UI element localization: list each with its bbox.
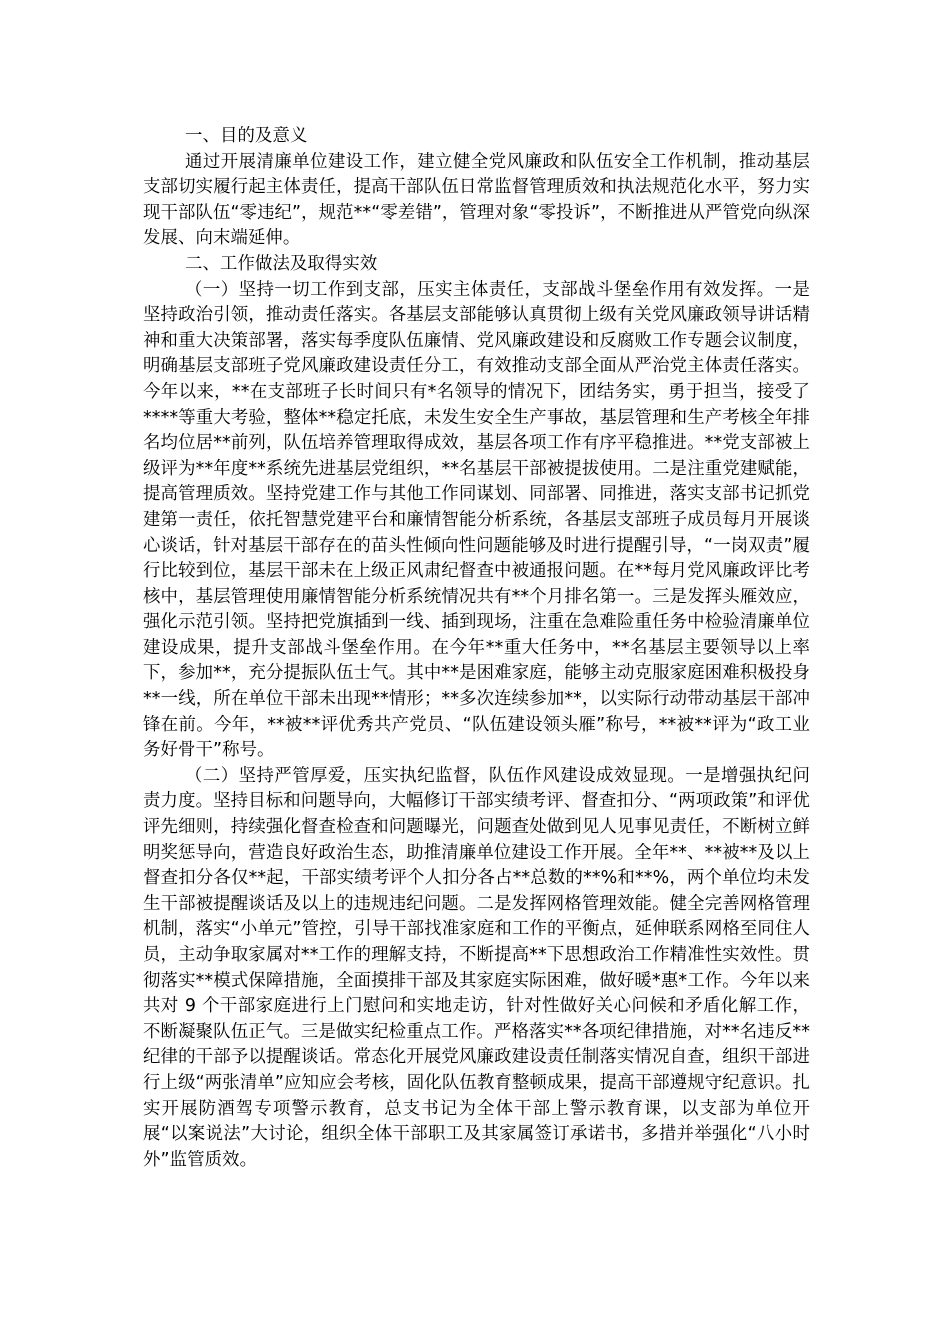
section-2-heading: 二、工作做法及取得实效 xyxy=(185,253,378,274)
section-1-heading: 一、目的及意义 xyxy=(185,126,308,146)
section-2-paragraph-2: （二）坚持严管厚爱，压实执纪监督，队伍作风建设成效显现。一是增强执纪问责力度。坚持目标和问题导向，大幅修订干部实绩考评、督查扣分、“两项政策”和评优评先细则，持续强化督查检查和问题曝光，问题查处做到见人见事见责任，不断树立鲜明奖惩导向，营造良好政治生态，助推清廉单位建设工作开展。全年**、**被**及以上督查扣分各仅**起，干部实绩考评个人扣分各占**总数的**%和**%，两个单位均未发生干部被提醒谈话及以上的违规违纪问题。二是发挥网格管理效能。健全完善网格管理机制，落实“小单元”管控，引导干部找准家庭和工作的平衡点，延伸联系网格至同住人员，主动争取家属对**工作的理解支持，不断提高**下思想政治工作精准性实效性。贯彻落实**模式保障措施，全面摸排干部及其家庭实际困难，做好暖*惠*工作。今年以来共对 9 个干部家庭进行上门慰问和实地走访，针对性做好关心问候和矛盾化解工作，不断凝聚队伍正气。三是做实纪检重点工作。严格落实**各项纪律措施，对**名违反**纪律的干部予以提醒谈话。常态化开展党风廉政建设责任制落实情况自查，组织干部进行上级“两张清单”应知应会考核，固化队伍教育整顿成果，提高干部遵规守纪意识。扎实开展防酒驾专项警示教育，总支书记为全体干部上警示教育课，以支部为单位开展“以案说法”大讨论，组织全体干部职工及其家属签订承诺书，多措并举强化“八小时外”监管质效。 xyxy=(143,765,810,1170)
document-page xyxy=(143,124,810,1173)
section-2-paragraph-1: （一）坚持一切工作到支部，压实主体责任，支部战斗堡垒作用有效发挥。一是坚持政治引领，推动责任落实。各基层支部能够认真贯彻上级有关党风廉政领导讲话精神和重大决策部署，落实每季度队伍廉情、党风廉政建设和反腐败工作专题会议制度，明确基层支部班子党风廉政建设责任分工，有效推动支部全面从严治党主体责任落实。今年以来，**在支部班子长时间只有*名领导的情况下，团结务实，勇于担当，接受了****等重大考验，整体**稳定托底，未发生安全生产事故，基层管理和生产考核全年排名均位居**前列，队伍培养管理取得成效，基层各项工作有序平稳推进。**党支部被上级评为**年度**系统先进基层党组织，**名基层干部被提拔使用。二是注重党建赋能，提高管理质效。坚持党建工作与其他工作同谋划、同部署、同推进，落实支部书记抓党建第一责任，依托智慧党建平台和廉情智能分析系统，各基层支部班子成员每月开展谈心谈话，针对基层干部存在的苗头性倾向性问题能够及时进行提醒引导，“一岗双责”履行比较到位，基层干部未在上级正风肃纪督查中被通报问题。在**每月党风廉政评比考核中，基层管理使用廉情智能分析系统情况共有**个月排名第一。三是发挥头雁效应，强化示范引领。坚持把党旗插到一线、插到现场，注重在急难险重任务中检验清廉单位建设成果，提升支部战斗堡垒作用。在今年**重大任务中，**名基层主要领导以上率下，参加**，充分提振队伍士气。其中**是困难家庭，能够主动克服家庭困难积极投身**一线，所在单位干部未出现**情形；**多次连续参加**，以实际行动带动基层干部冲锋在前。今年，**被**评优秀共产党员、“队伍建设领头雁”称号，**被**评为“政工业务好骨干”称号。 xyxy=(143,279,810,761)
section-1-paragraph: 通过开展清廉单位建设工作，建立健全党风廉政和队伍安全工作机制，推动基层支部切实履行起主体责任，提高干部队伍日常监督管理质效和执法规范化水平，努力实现干部队伍“零违纪”，规范**“零差错”，管理对象“零投诉”，不断推进从严管党向纵深发展、向末端延伸。 xyxy=(143,151,810,249)
